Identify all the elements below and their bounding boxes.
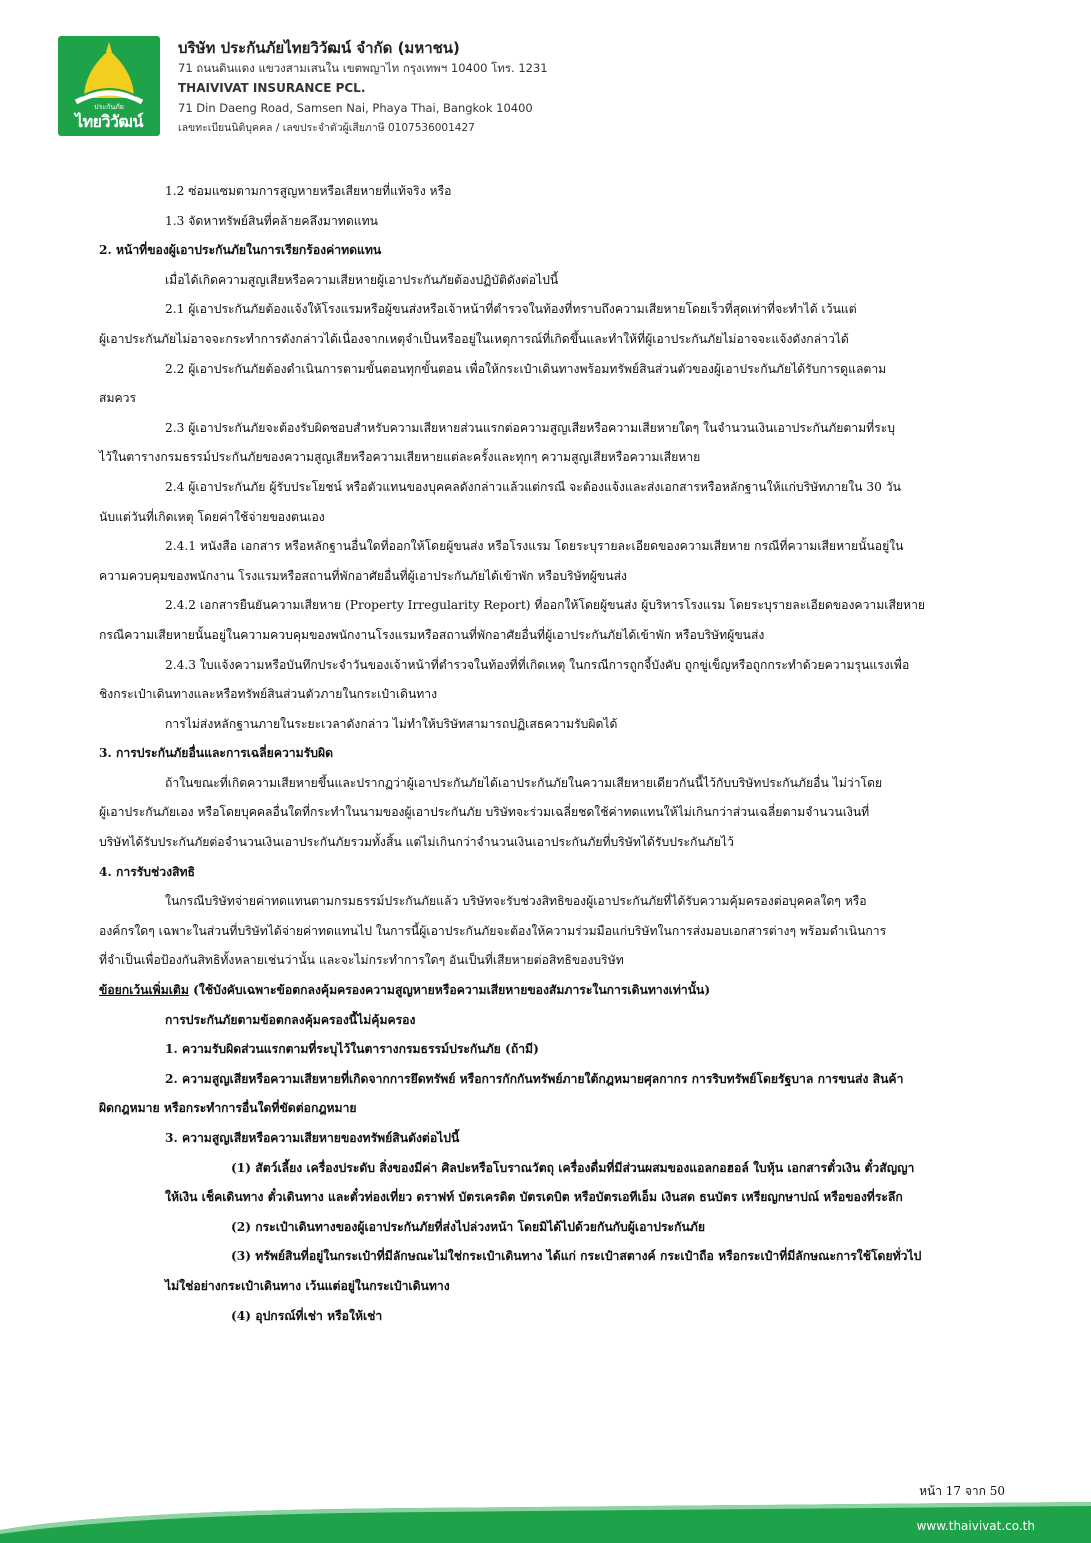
company-address-th: 71 ถนนดินแดง แขวงสามเสนใน เขตพญาไท กรุงเทพฯ 10400 โทร. 1231 bbox=[178, 61, 548, 75]
clause-2-4-2-line2: กรณีความเสียหายนั้นอยู่ในความควบคุมของพนักงานโรงแรมหรือสถานที่พักอาศัยอื่นที่ผู้เอาประกันภัยได้เข้าพัก หรือบริษัทผู้ขนส่ง bbox=[99, 627, 765, 642]
exclusion-3-3-line2: ไม่ใช่อย่างกระเป๋าเดินทาง เว้นแต่อยู่ในกระเป๋าเดินทาง bbox=[165, 1278, 450, 1293]
website-link[interactable]: www.thaivivat.co.th bbox=[916, 1519, 1035, 1533]
exclusions-title-underlined: ข้อยกเว้นเพิ่มเติม bbox=[99, 983, 189, 998]
exclusions-title-scope: (ใช้บังคับเฉพาะข้อตกลงคุ้มครองความสูญหายหรือความเสียหายของสัมภาระในการเดินทางเท่านั้น) bbox=[188, 983, 711, 998]
exclusion-3-2: (2) กระเป๋าเดินทางของผู้เอาประกันภัยที่ส่งไปล่วงหน้า โดยมิได้ไปด้วยกันกับผู้เอาประกันภัย bbox=[231, 1219, 705, 1234]
clause-2-1-line1: 2.1 ผู้เอาประกันภัยต้องแจ้งให้โรงแรมหรือผู้ขนส่งหรือเจ้าหน้าที่ตำรวจในท้องที่ทราบถึงความเสียหายโดยเร็วที่สุดเท่าที่จะทำได้ เว้นแต่ bbox=[165, 302, 857, 317]
logo-brand-name: ไทยวิวัฒน์ bbox=[75, 112, 143, 131]
clause-2-1-line2: ผู้เอาประกันภัยไม่อาจจะกระทำการดังกล่าวได้เนื่องจากเหตุจำเป็นหรืออยู่ในเหตุการณ์ที่เกิดขึ้นและทำให้ที่ผู้เอาประกันภัยไม่อาจจะแจ้งดังกล่าวได้ bbox=[99, 331, 849, 346]
company-info bbox=[178, 38, 548, 138]
page-number: หน้า 17 จาก 50 bbox=[919, 1484, 1005, 1498]
exclusion-2-line1: 2. ความสูญเสียหรือความเสียหายที่เกิดจากการยึดทรัพย์ หรือการกักกันทรัพย์ภายใต้กฎหมายศุลกากร การริบทรัพย์โดยรัฐบาล การขนส่ง สินค้า bbox=[165, 1071, 904, 1086]
company-address-en: 71 Din Daeng Road, Samsen Nai, Phaya Thai, Bangkok 10400 bbox=[178, 101, 533, 115]
section-heading-4: 4. การรับช่วงสิทธิ bbox=[99, 864, 195, 879]
exclusion-1: 1. ความรับผิดส่วนแรกตามที่ระบุไว้ในตารางกรมธรรม์ประกันภัย (ถ้ามี) bbox=[165, 1042, 539, 1057]
exclusion-2-line2: ผิดกฎหมาย หรือกระทำการอื่นใดที่ขัดต่อกฎหมาย bbox=[99, 1101, 357, 1116]
section-4-line3: ที่จำเป็นเพื่อป้องกันสิทธิทั้งหลายเช่นว่านั้น และจะไม่กระทำการใดๆ อันเป็นที่เสียหายต่อสิทธิของบริษัท bbox=[99, 953, 624, 968]
clause-2-note: การไม่ส่งหลักฐานภายในระยะเวลาดังกล่าว ไม่ทำให้บริษัทสามารถปฏิเสธความรับผิดได้ bbox=[165, 716, 618, 731]
company-tax-id: เลขทะเบียนนิติบุคคล / เลขประจำตัวผู้เสียภาษี 0107536001427 bbox=[178, 122, 475, 134]
section-heading-2: 2. หน้าที่ของผู้เอาประกันภัยในการเรียกร้องค่าทดแทน bbox=[99, 243, 382, 258]
clause-2-4-1-line1: 2.4.1 หนังสือ เอกสาร หรือหลักฐานอื่นใดที่ออกให้โดยผู้ขนส่ง หรือโรงแรม โดยระบุรายละเอียดของความเสียหาย กรณีที่ความเสียหายนั้นอยู่ใน bbox=[165, 539, 904, 554]
exclusion-3-4: (4) อุปกรณ์ที่เช่า หรือให้เช่า bbox=[231, 1308, 383, 1323]
clause-1-3: 1.3 จัดหาทรัพย์สินที่คล้ายคลึงมาทดแทน bbox=[165, 213, 378, 228]
section-3-line2: ผู้เอาประกันภัยเอง หรือโดยบุคคลอื่นใดที่กระทำในนามของผู้เอาประกันภัย บริษัทจะร่วมเฉลี่ยชดใช้ค่าทดแทนให้ไม่เกินกว่าส่วนเฉลี่ยตามจำนวนเงินที่ bbox=[99, 805, 870, 820]
company-name-th: บริษัท ประกันภัยไทยวิวัฒน์ จำกัด (มหาชน) bbox=[178, 39, 460, 57]
exclusions-intro: การประกันภัยตามข้อตกลงคุ้มครองนี้ไม่คุ้มครอง bbox=[165, 1012, 416, 1027]
clause-2-3-line2: ไว้ในตารางกรมธรรม์ประกันภัยของความสูญเสียหรือความเสียหายแต่ละครั้งและทุกๆ ความสูญเสียหรือความเสียหาย bbox=[99, 450, 701, 465]
exclusion-3-3-line1: (3) ทรัพย์สินที่อยู่ในกระเป๋าที่มีลักษณะไม่ใช่กระเป๋าเดินทาง ได้แก่ กระเป๋าสตางค์ กระเป๋าถือ หรือกระเป๋าที่มีลักษณะการใช้โดยทั่วไป bbox=[231, 1249, 922, 1264]
section-3-line1: ถ้าในขณะที่เกิดความเสียหายขึ้นและปรากฏว่าผู้เอาประกันภัยได้เอาประกันภัยในความเสียหายเดียวกันนี้ไว้กับบริษัทประกันภัยอื่น ไม่ว่าโดย bbox=[165, 775, 883, 790]
clause-2-4-line1: 2.4 ผู้เอาประกันภัย ผู้รับประโยชน์ หรือตัวแทนของบุคคลดังกล่าวแล้วแต่กรณี จะต้องแจ้งและส่งเอกสารหรือหลักฐานให้แก่บริษัทภายใน 30 วัน bbox=[165, 479, 901, 494]
clause-2-4-line2: นับแต่วันที่เกิดเหตุ โดยค่าใช้จ่ายของตนเอง bbox=[99, 509, 325, 524]
clause-2-4-3-line2: ชิงกระเป๋าเดินทางและหรือทรัพย์สินส่วนตัวภายในกระเป๋าเดินทาง bbox=[99, 687, 438, 702]
section-2-intro: เมื่อได้เกิดความสูญเสียหรือความเสียหายผู้เอาประกันภัยต้องปฏิบัติดังต่อไปนี้ bbox=[165, 272, 559, 287]
clause-2-2-line2: สมควร bbox=[99, 391, 137, 406]
company-name-en: THAIVIVAT INSURANCE PCL. bbox=[178, 81, 366, 95]
section-heading-3: 3. การประกันภัยอื่นและการเฉลี่ยความรับผิด bbox=[99, 746, 334, 761]
clause-2-2-line1: 2.2 ผู้เอาประกันภัยต้องดำเนินการตามขั้นตอนทุกขั้นตอน เพื่อให้กระเป๋าเดินทางพร้อมทรัพย์สินส่วนตัวของผู้เอาประกันภัยได้รับการดูแลตาม bbox=[165, 361, 887, 376]
policy-text bbox=[99, 177, 1004, 1331]
clause-2-4-2-line1: 2.4.2 เอกสารยืนยันความเสียหาย (Property Irregularity Report) ที่ออกให้โดยผู้ขนส่ง ผู้บริหารโรงแรม โดยระบุรายละเอียดของความเสียหาย bbox=[165, 598, 926, 613]
clause-2-4-3-line1: 2.4.3 ใบแจ้งความหรือบันทึกประจำวันของเจ้าหน้าที่ตำรวจในท้องที่ที่เกิดเหตุ ในกรณีการถูกจี้บังคับ ถูกขู่เข็ญหรือถูกกระทำด้วยความรุนแรงเพื่อ bbox=[165, 657, 910, 672]
exclusion-3: 3. ความสูญเสียหรือความเสียหายของทรัพย์สินดังต่อไปนี้ bbox=[165, 1131, 460, 1145]
clause-2-4-1-line2: ความควบคุมของพนักงาน โรงแรมหรือสถานที่พักอาศัยอื่นที่ผู้เอาประกันภัยได้เข้าพัก หรือบริษัทผู้ขนส่ง bbox=[99, 568, 627, 583]
clause-2-3-line1: 2.3 ผู้เอาประกันภัยจะต้องรับผิดชอบสำหรับความเสียหายส่วนแรกต่อความสูญเสียหรือความเสียหายใดๆ ในจำนวนเงินเอาประกันภัยตามที่ระบุ bbox=[165, 420, 896, 435]
clause-1-2: 1.2 ซ่อมแซมตามการสูญหายหรือเสียหายที่แท้จริง หรือ bbox=[165, 184, 452, 198]
section-4-line1: ในกรณีบริษัทจ่ายค่าทดแทนตามกรมธรรม์ประกันภัยแล้ว บริษัทจะรับช่วงสิทธิของผู้เอาประกันภัยที่ได้รับความคุ้มครองต่อบุคคลใดๆ หรือ bbox=[165, 894, 867, 909]
exclusion-3-1-line2: ให้เงิน เช็คเดินทาง ตั๋วเดินทาง และตั๋วท่องเที่ยว ดราฟท์ บัตรเครดิต บัตรเดบิต หรือบัตรเอทีเอ็ม เงินสด ธนบัตร เหรียญกษาปณ์ หรือของที่ระลึก bbox=[165, 1190, 903, 1205]
exclusion-3-1-line1: (1) สัตว์เลี้ยง เครื่องประดับ สิ่งของมีค่า ศิลปะหรือโบราณวัตถุ เครื่องดื่มที่มีส่วนผสมของแอลกอฮอล์ ใบหุ้น เอกสารตั๋วเงิน ตั๋วสัญญา bbox=[231, 1160, 915, 1175]
company-logo bbox=[58, 36, 160, 136]
section-3-line3: บริษัทได้รับประกันภัยต่อจำนวนเงินเอาประกันภัยรวมทั้งสิ้น แต่ไม่เกินกว่าจำนวนเงินเอาประกันภัยที่บริษัทได้รับประกันภัยไว้ bbox=[99, 835, 734, 850]
footer-band bbox=[0, 1500, 1091, 1543]
section-4-line2: องค์กรใดๆ เฉพาะในส่วนที่บริษัทได้จ่ายค่าทดแทนไป ในการนี้ผู้เอาประกันภัยจะต้องให้ความร่วมมือแก่บริษัทในการส่งมอบเอกสารต่างๆ พร้อมดำเนินการ bbox=[99, 923, 887, 938]
exclusions-title bbox=[99, 976, 1004, 1006]
logo-tagline: ประกันภัย bbox=[94, 103, 124, 111]
